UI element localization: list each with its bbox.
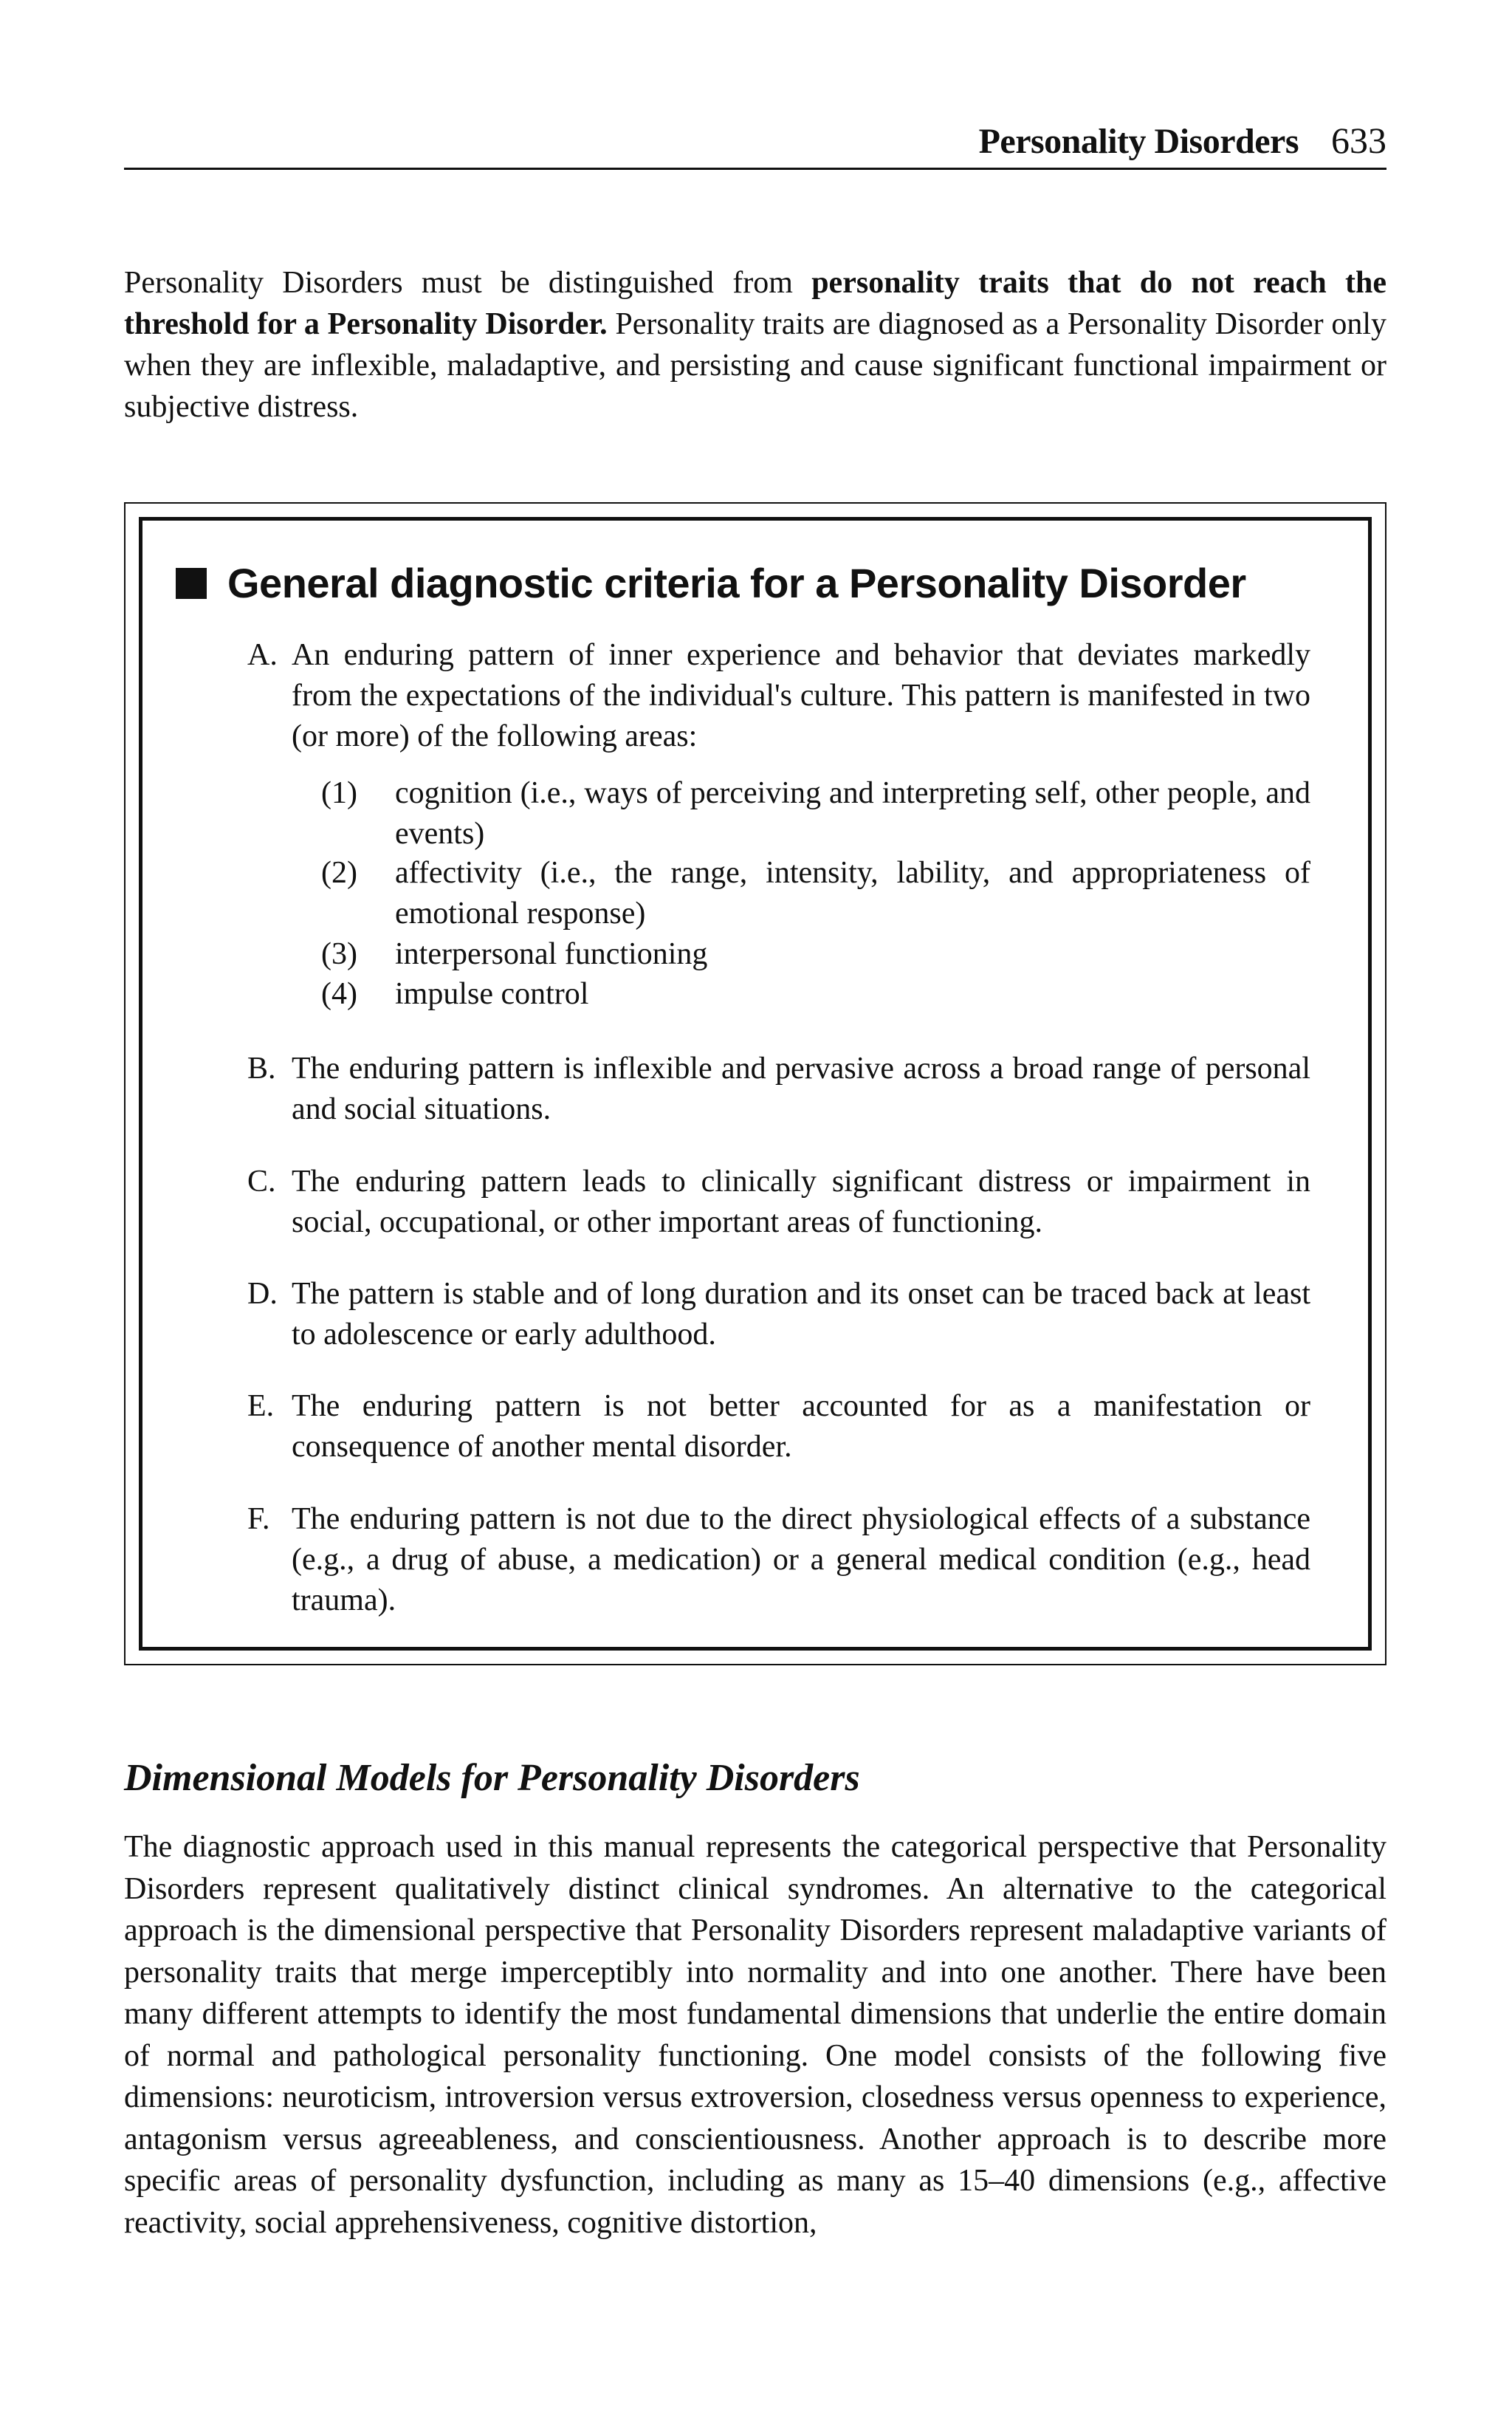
criterion-text: The enduring pattern is not due to the direct physiological effects of a substance (e.g., a drug of abuse, a medication) or a general medical condition (e.g., head trauma). bbox=[292, 1502, 1310, 1617]
criteria-box-title bbox=[176, 559, 1246, 607]
criterion-letter: C. bbox=[247, 1165, 276, 1199]
criterion-a-subitem-4 bbox=[321, 974, 1310, 1015]
criterion-a bbox=[247, 635, 1310, 757]
intro-paragraph bbox=[124, 262, 1386, 428]
subitem-text: affectivity (i.e., the range, intensity, lability, and appropriateness of emotional response) bbox=[395, 856, 1310, 931]
page-number: 633 bbox=[1331, 120, 1386, 161]
subitem-text: impulse control bbox=[395, 977, 589, 1011]
criterion-text: The enduring pattern leads to clinically significant distress or impairment in social, occupational, or other important areas of functioning. bbox=[292, 1165, 1310, 1239]
criterion-letter: D. bbox=[247, 1277, 278, 1311]
subitem-number: (4) bbox=[321, 977, 357, 1011]
section-body-paragraph: The diagnostic approach used in this manual represents the categorical perspective that Personality Disorders represent qualitatively distinct clinical syndromes. An alternative to the categorical approach is the dimensional perspective that Personality Disorders represent maladaptive variants of personality traits that merge imperceptibly into normality and into one another. There have been many different attempts to identify the most fundamental dimensions that underlie the entire domain of normal and pathological personality functioning. One model consists of the following five dimensions: neuroticism, introversion versus extroversion, closedness versus openness to experience, antagonism versus agreeableness, and conscientiousness. Another approach is to describe more specific areas of personality dysfunction, including as many as 15–40 dimensions (e.g., affective reactivity, social apprehensiveness, cognitive distortion, bbox=[124, 1830, 1386, 2240]
criterion-letter: A. bbox=[247, 638, 278, 672]
criterion-a-subitem-2 bbox=[321, 853, 1310, 934]
criterion-letter: E. bbox=[247, 1389, 275, 1423]
criterion-a-subitem-3 bbox=[321, 934, 1310, 975]
subitem-number: (1) bbox=[321, 776, 357, 810]
criteria-box-inner-frame bbox=[139, 517, 1372, 1651]
criterion-text: The enduring pattern is inflexible and pervasive across a broad range of personal and social situations. bbox=[292, 1052, 1310, 1126]
criterion-letter: B. bbox=[247, 1052, 276, 1086]
section-heading: Dimensional Models for Personality Disorders bbox=[124, 1757, 860, 1799]
criterion-text: An enduring pattern of inner experience and behavior that deviates markedly from the expectations of the individual's culture. This pattern is manifested in two (or more) of the following areas: bbox=[292, 638, 1310, 753]
criteria-title-text: General diagnostic criteria for a Personality Disorder bbox=[227, 560, 1246, 606]
criterion-text: The pattern is stable and of long duration and its onset can be traced back at least to adolescence or early adulthood. bbox=[292, 1277, 1310, 1351]
criterion-b bbox=[247, 1049, 1310, 1130]
subitem-number: (2) bbox=[321, 856, 357, 890]
intro-text-start: Personality Disorders must be distinguished from bbox=[124, 266, 812, 300]
intro-text-end: Personality traits are diagnosed as a Personality Disorder only when they are inflexible, maladaptive, and persisting and cause significant functional impairment or subjective distress. bbox=[124, 307, 1386, 424]
square-bullet-icon bbox=[176, 568, 207, 599]
running-header bbox=[124, 111, 1386, 170]
criterion-d bbox=[247, 1274, 1310, 1355]
subitem-number: (3) bbox=[321, 937, 357, 971]
running-title: Personality Disorders bbox=[978, 122, 1299, 161]
subitem-text: interpersonal functioning bbox=[395, 937, 708, 971]
criterion-letter: F. bbox=[247, 1502, 270, 1536]
criterion-e bbox=[247, 1386, 1310, 1467]
intro-bold-phrase: personality traits that do not reach the threshold for a Personality Disorder. bbox=[124, 266, 1386, 341]
criterion-c bbox=[247, 1162, 1310, 1243]
criteria-box bbox=[124, 502, 1386, 1665]
criterion-a-subitem-1 bbox=[321, 773, 1310, 854]
subitem-text: cognition (i.e., ways of perceiving and interpreting self, other people, and events) bbox=[395, 776, 1310, 851]
criterion-f bbox=[247, 1499, 1310, 1621]
criterion-text: The enduring pattern is not better accounted for as a manifestation or consequence of another mental disorder. bbox=[292, 1389, 1310, 1464]
